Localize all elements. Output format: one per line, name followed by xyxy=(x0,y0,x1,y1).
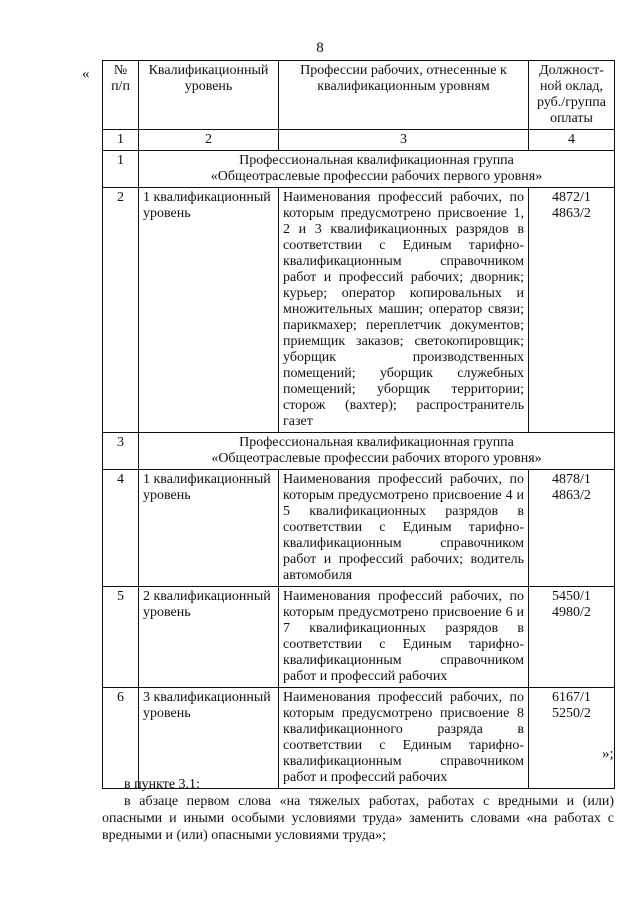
header-professions: Профессии рабочих, отнесенные к квалификационным уровням xyxy=(279,61,529,130)
header-level: Квалификационный уровень xyxy=(139,61,279,130)
table-row xyxy=(103,470,615,587)
professions-description: Наименования профессий рабочих, по которым предусмотрено присвоение 8 квалификационного разряда в соответствии с Единым тарифно-квалификационным справочником работ и профессий рабочих xyxy=(279,688,529,789)
row-number: 6 xyxy=(103,688,139,789)
column-number-row xyxy=(103,130,615,151)
row-number: 2 xyxy=(103,188,139,433)
paragraph: в абзаце первом слова «на тяжелых работах, работах с вредными и (или) опасными и иными особыми условиями труда» заменить словами «на работах с вредными и (или) опасными условиями труда»; xyxy=(102,794,614,843)
group-title-line: Профессиональная квалификационная группа xyxy=(239,153,514,168)
group-title-line: «Общеотраслевые профессии рабочих первого уровня» xyxy=(210,169,543,184)
table-row xyxy=(103,188,615,433)
qualification-level: 2 квалификационный уровень xyxy=(139,587,279,688)
table-header-row xyxy=(103,61,615,130)
table-row xyxy=(103,587,615,688)
salary-value: 4863/2 xyxy=(552,206,591,221)
column-number: 2 xyxy=(139,130,279,151)
salary-value: 4878/1 xyxy=(552,472,591,487)
header-num: № п/п xyxy=(103,61,139,130)
salary-value: 4872/1 xyxy=(552,190,591,205)
row-number: 4 xyxy=(103,470,139,587)
salary-value: 5250/2 xyxy=(552,706,591,721)
header-salary: Должност-ной оклад, руб./группа оплаты xyxy=(529,61,615,130)
qualification-table xyxy=(102,60,615,789)
group-title-line: Профессиональная квалификационная группа xyxy=(239,435,514,450)
salary-cell xyxy=(529,587,615,688)
group-title xyxy=(139,151,615,188)
group-title-line: «Общеотраслевые профессии рабочих второго уровня» xyxy=(211,451,542,466)
salary-cell xyxy=(529,470,615,587)
table-row xyxy=(103,433,615,470)
column-number: 3 xyxy=(279,130,529,151)
professions-description: Наименования профессий рабочих, по которым предусмотрено присвоение 6 и 7 квалификационных разрядов в соответствии с Единым тарифно-квалификационным справочником работ и профессий рабочих xyxy=(279,587,529,688)
row-number: 1 xyxy=(103,151,139,188)
group-title xyxy=(139,433,615,470)
page-number: 8 xyxy=(316,40,324,56)
qualification-level: 3 квалификационный уровень xyxy=(139,688,279,789)
qualification-level: 1 квалификационный уровень xyxy=(139,188,279,433)
salary-value: 5450/1 xyxy=(552,589,591,604)
qualification-level: 1 квалификационный уровень xyxy=(139,470,279,587)
column-number: 1 xyxy=(103,130,139,151)
closing-quote-mark: »; xyxy=(602,746,614,762)
professions-description: Наименования профессий рабочих, по которым предусмотрено присвоение 1, 2 и 3 квалификационных разрядов в соответствии с Единым тарифно-квалификационным справочником работ и профессий рабочих; дворник; курьер; оператор копировальных и множительных машин; оператор связи; парикмахер; переплетчик документов; приемщик заказов; светокопировщик; уборщик производственных помещений; уборщик служебных помещений; уборщик территории; сторож (вахтер); распространитель газет xyxy=(279,188,529,433)
salary-value: 4863/2 xyxy=(552,488,591,503)
table-row xyxy=(103,688,615,789)
row-number: 3 xyxy=(103,433,139,470)
salary-cell xyxy=(529,688,615,789)
paragraph: в пункте 3.1: xyxy=(124,777,200,792)
opening-quote-mark: « xyxy=(82,66,90,82)
salary-value: 6167/1 xyxy=(552,690,591,705)
professions-description: Наименования профессий рабочих, по которым предусмотрено присвоение 4 и 5 квалификационных разрядов в соответствии с Единым тарифно-квалификационным справочником работ и профессий рабочих; водитель автомобиля xyxy=(279,470,529,587)
salary-value: 4980/2 xyxy=(552,605,591,620)
column-number: 4 xyxy=(529,130,615,151)
table-row xyxy=(103,151,615,188)
amendment-text xyxy=(102,776,614,844)
row-number: 5 xyxy=(103,587,139,688)
salary-cell xyxy=(529,188,615,433)
